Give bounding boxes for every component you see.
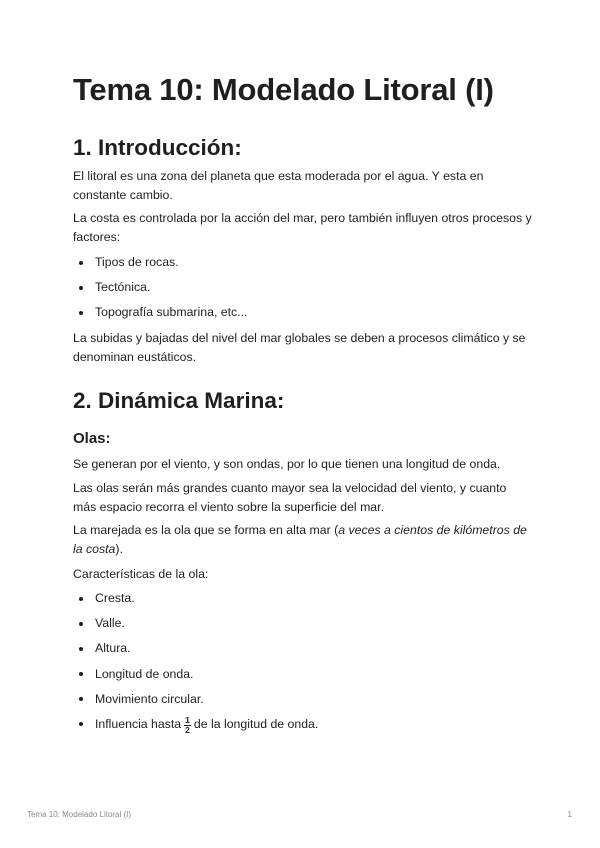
fraction-numerator: 1 [185, 714, 190, 725]
paragraph: La subidas y bajadas del nivel del mar globales se deben a procesos climático y se denominan eustáticos. [73, 331, 526, 364]
list-item: Movimiento circular. [73, 690, 318, 715]
bullet-list-factores [73, 253, 247, 329]
list-item-influencia [73, 715, 318, 740]
footer-page-number: 1 [567, 810, 572, 819]
paragraph: Características de la ola: [73, 567, 209, 581]
list-item: Cresta. [73, 589, 318, 614]
text: ). [115, 542, 123, 556]
paragraph-marejada [73, 521, 533, 559]
paragraph: El litoral es una zona del planeta que esta moderada por el agua. Y esta en constante cambio. [73, 169, 484, 202]
list-item: Tipos de rocas. [73, 253, 247, 278]
paragraph: Las olas serán más grandes cuanto mayor sea la velocidad del viento, y cuanto más espacio recorra el viento sobre la superficie del mar. [73, 481, 507, 514]
list-item: Valle. [73, 614, 318, 639]
fraction-one-half [184, 716, 191, 735]
list-item: Tectónica. [73, 278, 247, 303]
footer-title: Tema 10: Modelado Litoral (I) [27, 810, 132, 819]
list-item: Topografía submarina, etc... [73, 303, 247, 328]
section-heading-introduccion: 1. Introducción: [73, 135, 242, 160]
text: de la longitud de onda. [193, 716, 319, 731]
text: La marejada es la ola que se forma en alta mar ( [73, 523, 339, 537]
paragraph: La costa es controlada por la acción del mar, pero también influyen otros procesos y factores: [73, 211, 532, 244]
list-item: Altura. [73, 639, 318, 664]
page-title: Tema 10: Modelado Litoral (I) [73, 72, 494, 107]
text: Influencia hasta [95, 716, 182, 731]
paragraph: Se generan por el viento, y son ondas, por lo que tienen una longitud de onda. [73, 457, 501, 471]
bullet-list-caracteristicas [73, 589, 318, 740]
section-heading-dinamica-marina: 2. Dinámica Marina: [73, 388, 285, 413]
list-item: Longitud de onda. [73, 665, 318, 690]
fraction-denominator: 2 [185, 724, 190, 735]
italic-text: a veces a cientos de kilómetros de la costa [73, 523, 527, 556]
subheading-olas: Olas: [73, 430, 111, 447]
